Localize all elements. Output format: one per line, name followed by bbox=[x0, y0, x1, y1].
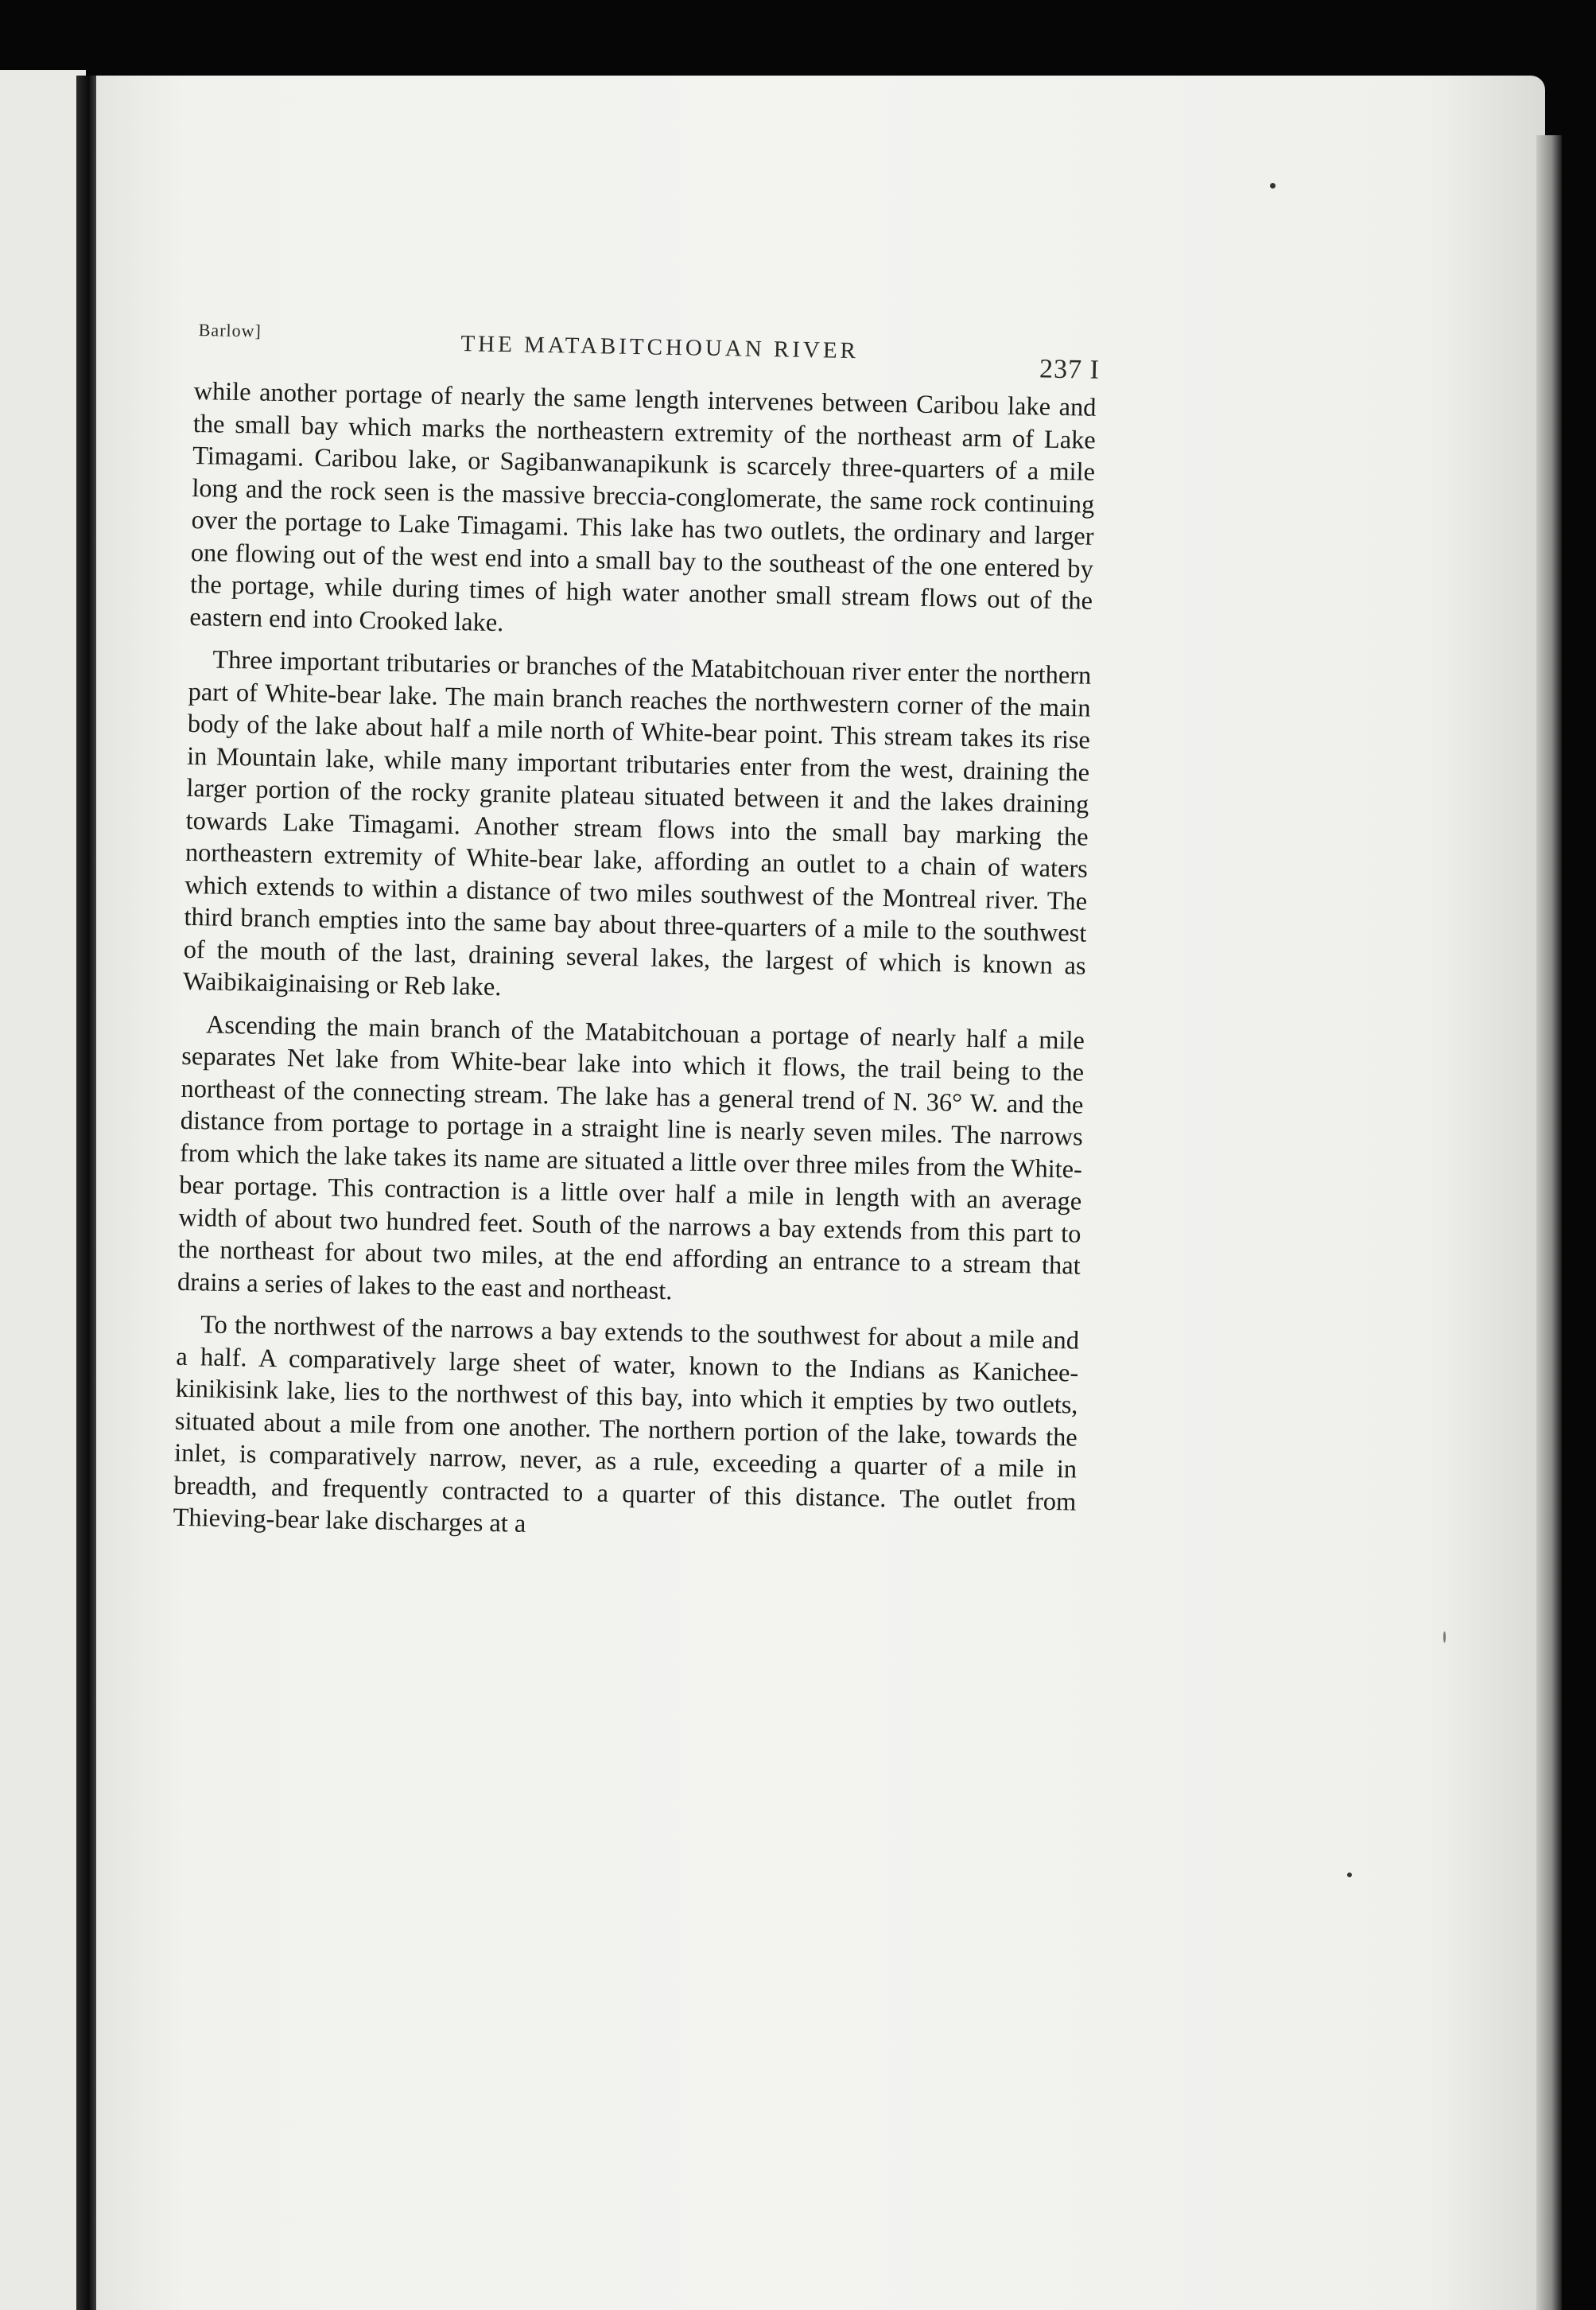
page-number: 237 I bbox=[1039, 354, 1101, 385]
book-gutter-shadow bbox=[76, 76, 97, 2310]
facing-page-edge bbox=[0, 70, 86, 2310]
paragraph: Ascending the main branch of the Matabitchouan a portage of nearly half a mile separates Net lake from White-bear lake into which it flows, the trail being to the northeast of the connecting stream. The lake has a general trend of N. 36° W. and the distance from portage to portage in a straight line is nearly seven miles. The narrows from which the lake takes its name are situated a little over three miles from the White-bear portage. This contraction is a little over half a mile in length with an average width of about two hundred feet. South of the narrows a bay extends from this part to the northeast for about two miles, at the end affording an entrance to a stream that drains a series of lakes to the east and northeast. bbox=[177, 1009, 1085, 1305]
author-label: Barlow] bbox=[198, 320, 262, 341]
scan-speck bbox=[1347, 1872, 1352, 1877]
body-text bbox=[173, 375, 1097, 1561]
paragraph: To the northwest of the narrows a bay extends to the southwest for about a mile and a half. A comparatively large sheet of water, known to the Indians as Kanichee-kinikisink lake, lies to the northwest of this bay, into which it empties by two outlets, situated about a mile from one another. The northern portion of the lake, towards the inlet, is comparatively narrow, never, as a rule, exceeding a quarter of a mile in breadth, and frequently contracted to a quarter of this distance. The outlet from Thieving-bear lake discharges at a bbox=[173, 1310, 1080, 1538]
paragraph: while another portage of nearly the same length intervenes between Caribou lake and the small bay which marks the northeastern extremity of the northeast arm of Lake Timagami. Caribou lake, or Sagibanwanapikunk is scarcely three-quarters of a mile long and the rock seen is the massive breccia-conglomerate, the same rock continuing over the portage to Lake Timagami. This lake has two outlets, the ordinary and larger one flowing out of the west end into a small bay to the southeast of the one entered by the portage, while during times of high water another small stream flows out of the eastern end into Crooked lake. bbox=[189, 376, 1097, 637]
scan-speck bbox=[1270, 183, 1276, 189]
page-edge-shadow bbox=[1536, 135, 1562, 2310]
running-title: THE MATABITCHOUAN RIVER bbox=[460, 331, 860, 364]
scan-speck bbox=[1443, 1631, 1446, 1643]
paragraph: Three important tributaries or branches of the Matabitchouan river enter the northern part of White-bear lake. The main branch reaches the northwestern corner of the main body of the lake about half a mile north of White-bear point. This stream takes its rise in Mountain lake, while many important tributaries enter from the west, draining the larger portion of the rocky granite plateau situated between it and the lakes draining towards Lake Timagami. Another stream flows into the small bay marking the northeastern extremity of White-bear lake, affording an outlet to a chain of waters which extends to within a distance of two miles southwest of the Montreal river. The third branch empties into the same bay about three-quarters of a mile to the southwest of the mouth of the last, draining several lakes, the largest of which is known as Waibikaiginaising or Reb lake. bbox=[182, 645, 1092, 1002]
